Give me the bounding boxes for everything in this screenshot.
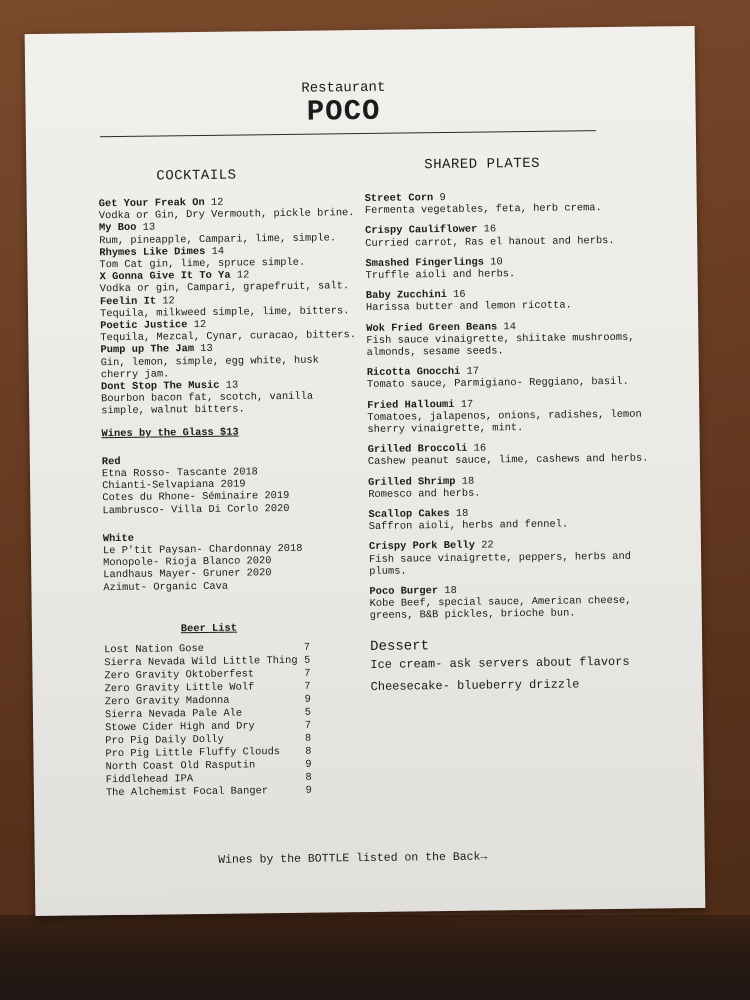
plate-price: 10 bbox=[490, 256, 503, 269]
cocktail-item bbox=[100, 293, 360, 321]
footer-note: Wines by the BOTTLE listed on the Back→ bbox=[218, 850, 488, 867]
plate-desc: Fermenta vegetables, feta, herb crema. bbox=[364, 202, 602, 218]
beer-price: 9 bbox=[305, 784, 312, 797]
plate-name: Grilled Shrimp bbox=[368, 475, 456, 489]
plate-desc: Cashew peanut sauce, lime, cashews and herbs. bbox=[367, 452, 649, 469]
plate-price: 18 bbox=[444, 584, 457, 598]
plate-desc: Harissa butter and lemon ricotta. bbox=[365, 299, 572, 315]
cocktail-desc: Gin, lemon, simple, egg white, husk cherry jam. bbox=[100, 354, 319, 382]
cocktail-price: 12 bbox=[162, 294, 175, 308]
cocktail-name: Rhymes Like Dimes bbox=[99, 245, 206, 260]
beer-price: 7 bbox=[303, 641, 311, 654]
restaurant-name: POCO bbox=[306, 94, 381, 129]
beer-name: Pro Pig Little Fluffy Clouds bbox=[105, 746, 281, 761]
plate-price: 18 bbox=[455, 507, 469, 520]
dessert-item: Cheesecake- blueberry drizzle bbox=[370, 677, 580, 695]
plate-item bbox=[365, 189, 655, 217]
red-wine-item: Cotes du Rhone- Séminaire 2019 bbox=[102, 490, 290, 505]
cocktail-desc: Tom Cat gin, lime, spruce simple. bbox=[99, 256, 306, 272]
beer-name: Zero Gravity Little Wolf bbox=[104, 681, 255, 696]
beer-name: Sierra Nevada Pale Ale bbox=[104, 707, 243, 722]
plate-item bbox=[365, 222, 655, 250]
plate-item bbox=[369, 582, 659, 622]
cocktail-item bbox=[100, 317, 360, 345]
cocktail-desc: Tequila, milkweed simple, lime, bitters. bbox=[99, 305, 350, 321]
plate-item bbox=[369, 538, 659, 578]
cocktail-price: 13 bbox=[142, 221, 156, 235]
beer-name: Zero Gravity Madonna bbox=[104, 694, 230, 709]
red-wine-item: Etna Rosso- Tascante 2018 bbox=[101, 466, 258, 481]
cocktail-item bbox=[100, 341, 360, 381]
beer-name: North Coast Old Rasputin bbox=[105, 759, 256, 774]
restaurant-prefix: Restaurant bbox=[301, 79, 386, 97]
plate-name: Wok Fried Green Beans bbox=[366, 320, 498, 335]
plate-name: Baby Zucchini bbox=[365, 289, 447, 303]
plate-name: Ricotta Gnocchi bbox=[366, 366, 461, 380]
white-wine-item: Azimut- Organic Cava bbox=[103, 580, 229, 594]
plate-name: Scallop Cakes bbox=[368, 508, 450, 522]
beer-name: Zero Gravity Oktoberfest bbox=[104, 668, 255, 683]
plate-name: Smashed Fingerlings bbox=[365, 256, 485, 270]
cocktail-price: 13 bbox=[200, 343, 213, 356]
cocktail-item bbox=[101, 378, 361, 418]
beer-list-title: Beer List bbox=[180, 622, 238, 636]
plate-item bbox=[368, 505, 658, 533]
table-surface-bottom bbox=[0, 915, 750, 1000]
plate-name: Crispy Pork Belly bbox=[368, 540, 476, 554]
beer-price: 9 bbox=[305, 758, 312, 771]
cocktail-name: Pump up The Jam bbox=[100, 343, 195, 357]
plate-desc: Saffron aioli, herbs and fennel. bbox=[368, 518, 569, 534]
plate-desc: Fish sauce vinaigrette, peppers, herbs and plums. bbox=[369, 550, 632, 578]
cocktail-name: Get Your Freak On bbox=[98, 196, 205, 211]
beer-name: The Alchemist Focal Banger bbox=[105, 785, 269, 800]
beer-list bbox=[104, 642, 312, 801]
plate-price: 18 bbox=[461, 475, 475, 488]
cocktail-desc: Rum, pineapple, Campari, lime, simple. bbox=[99, 231, 337, 247]
beer-name: Stowe Cider High and Dry bbox=[105, 720, 255, 735]
shared-plates-title: SHARED PLATES bbox=[424, 155, 541, 174]
plate-item bbox=[368, 441, 658, 469]
cocktail-desc: Vodka or Gin, Dry Vermouth, pickle brine. bbox=[98, 207, 355, 223]
plate-price: 16 bbox=[483, 223, 497, 236]
plate-item bbox=[368, 473, 658, 501]
menu-sheet bbox=[25, 26, 706, 916]
cocktail-item bbox=[99, 195, 359, 223]
plate-item bbox=[367, 364, 657, 392]
cocktail-price: 12 bbox=[236, 269, 250, 282]
plate-desc: Tomatoes, jalapenos, onions, radishes, lemon sherry vinaigrette, mint. bbox=[367, 408, 642, 437]
beer-price: 8 bbox=[304, 732, 312, 745]
plate-name: Crispy Cauliflower bbox=[364, 224, 478, 238]
cocktail-name: Dont Stop The Music bbox=[100, 379, 220, 394]
white-wine-item: Le P'tit Paysan- Chardonnay 2018 bbox=[102, 542, 303, 558]
left-column bbox=[99, 195, 366, 800]
white-wine-label: White bbox=[102, 532, 135, 546]
beer-row bbox=[104, 655, 310, 671]
cocktail-item bbox=[99, 244, 359, 272]
plate-name: Fried Halloumi bbox=[367, 398, 455, 412]
cocktails-title: COCKTAILS bbox=[156, 167, 237, 185]
beer-name: Pro Pig Daily Dolly bbox=[105, 733, 224, 748]
beer-price: 5 bbox=[304, 706, 312, 719]
plate-desc: Kobe Beef, special sauce, American cheese, greens, B&B pickles, brioche bun. bbox=[369, 595, 632, 623]
cocktail-desc: Tequila, Mezcal, Cynar, curacao, bitters. bbox=[100, 329, 357, 345]
beer-price: 9 bbox=[304, 693, 311, 706]
plate-price: 17 bbox=[460, 398, 474, 411]
cocktail-name: X Gonna Give It To Ya bbox=[99, 269, 231, 284]
cocktail-price: 12 bbox=[210, 196, 224, 209]
red-wine-item: Lambrusco- Villa Di Corlo 2020 bbox=[102, 502, 290, 517]
cocktail-price: 14 bbox=[211, 245, 225, 258]
plate-name: Street Corn bbox=[364, 192, 434, 205]
beer-name: Sierra Nevada Wild Little Thing bbox=[104, 654, 298, 670]
plate-price: 14 bbox=[503, 320, 517, 333]
dessert-item: Ice cream- ask servers about flavors bbox=[370, 654, 630, 672]
cocktail-list bbox=[99, 195, 362, 418]
beer-price: 8 bbox=[305, 745, 312, 758]
white-wine-item: Landhaus Mayer- Gruner 2020 bbox=[103, 567, 272, 582]
plate-price: 22 bbox=[481, 539, 494, 553]
cocktail-price: 12 bbox=[193, 318, 207, 332]
plate-item bbox=[366, 287, 656, 315]
plate-desc: Tomato sauce, Parmigiano- Reggiano, basil. bbox=[366, 376, 629, 392]
plate-item bbox=[365, 254, 655, 282]
red-wine-item: Chianti-Selvapiana 2019 bbox=[102, 478, 246, 493]
cocktail-name: Poetic Justice bbox=[100, 319, 188, 333]
cocktail-item bbox=[99, 219, 359, 247]
red-wine-label: Red bbox=[101, 455, 121, 469]
plate-name: Grilled Broccoli bbox=[367, 442, 468, 457]
plate-price: 16 bbox=[473, 442, 487, 455]
plate-desc: Truffle aioli and herbs. bbox=[365, 268, 516, 282]
white-wine-item: Monopole- Rioja Blanco 2020 bbox=[103, 555, 272, 570]
cocktail-name: My Boo bbox=[98, 222, 137, 235]
plate-desc: Fish sauce vinaigrette, shiitake mushrooms, almonds, sesame seeds. bbox=[366, 331, 635, 360]
beer-name: Lost Nation Gose bbox=[104, 643, 205, 657]
beer-row bbox=[106, 785, 312, 801]
header-divider bbox=[100, 130, 596, 137]
dessert-title: Dessert bbox=[370, 637, 430, 655]
beer-name: Fiddlehead IPA bbox=[105, 773, 194, 787]
beer-price: 7 bbox=[304, 680, 311, 693]
plate-price: 16 bbox=[453, 288, 466, 302]
plate-desc: Romesco and herbs. bbox=[368, 487, 481, 501]
beer-price: 8 bbox=[305, 771, 312, 784]
plate-name: Poco Burger bbox=[369, 585, 439, 599]
cocktail-desc: Vodka or gin, Campari, grapefruit, salt. bbox=[99, 280, 350, 296]
beer-price: 7 bbox=[304, 667, 311, 680]
beer-price: 7 bbox=[304, 719, 312, 732]
plate-item bbox=[366, 319, 656, 359]
beer-price: 5 bbox=[303, 654, 311, 667]
plate-desc: Curried carrot, Ras el hanout and herbs. bbox=[365, 234, 615, 250]
right-column bbox=[365, 189, 661, 693]
cocktail-name: Feelin It bbox=[99, 295, 157, 308]
plate-price: 9 bbox=[439, 191, 446, 205]
cocktail-price: 13 bbox=[225, 379, 239, 392]
plate-item bbox=[367, 396, 657, 436]
plate-price: 17 bbox=[466, 365, 480, 378]
cocktail-desc: Bourbon bacon fat, scotch, vanilla simple, walnut bitters. bbox=[101, 390, 314, 418]
cocktail-item bbox=[100, 268, 360, 296]
wines-by-glass-title: Wines by the Glass $13 bbox=[101, 426, 239, 440]
